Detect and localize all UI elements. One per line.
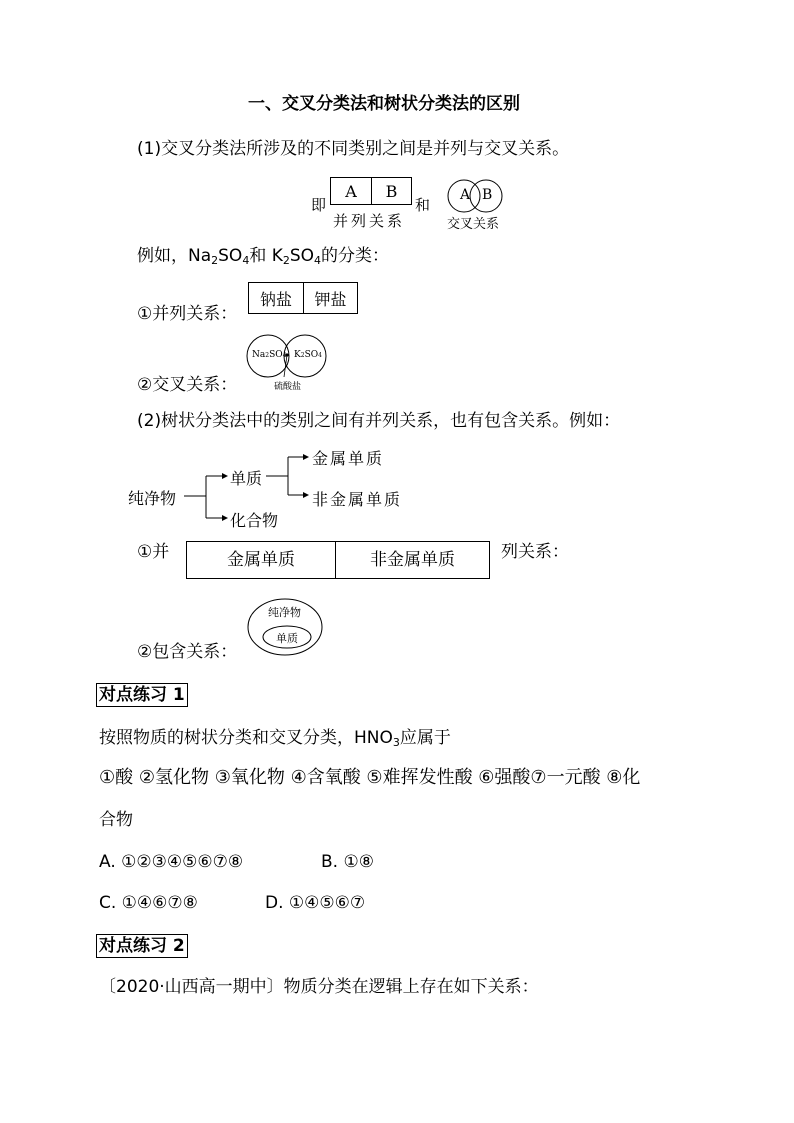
cross-left-formula: Na2SO4 (252, 350, 287, 360)
parallel2-suffix: 列关系： (501, 542, 569, 562)
parallel2-table (186, 541, 490, 579)
parallel-caption: 并列关系 (333, 212, 406, 230)
tree-branch-compound: 化合物 (230, 511, 279, 530)
exercise1-heading: 对点练习 1 (96, 683, 188, 707)
option-a[interactable]: A. ①②③④⑤⑥⑦⑧ (99, 852, 244, 872)
exercise1-question: 按照物质的树状分类和交叉分类，$HNO_3$应属于 (99, 728, 451, 749)
part1-intro: (1)交叉分类法所涉及的不同类别之间是并列与交叉关系。 (137, 139, 570, 159)
cross-label: ②交叉关系： (137, 375, 238, 395)
parallel-cell-sodium: 钠盐 (259, 289, 292, 309)
parallel2-cell-nonmetal: 非金属单质 (335, 542, 489, 578)
box-b: B (371, 178, 411, 204)
diagram-prefix: 即 (311, 196, 327, 214)
cross-right-formula: K2SO4 (294, 350, 322, 360)
tree-leaf-nonmetal: 非金属单质 (312, 490, 403, 509)
exercise2-question: 〔2020·山西高一期中〕物质分类在逻辑上存在如下关系： (99, 977, 539, 997)
parallel-cell-potassium: 钾盐 (303, 283, 357, 313)
circle-b: B (482, 187, 493, 203)
parallel2-prefix: ①并 (137, 542, 170, 562)
section-title: 一、交叉分类法和树状分类法的区别 (248, 94, 520, 114)
parallel-diagram-boxes (330, 177, 412, 205)
parallel-salt-boxes (248, 282, 358, 314)
part2-intro: (2)树状分类法中的类别之间有并列关系，也有包含关系。例如： (137, 411, 621, 431)
diagram-joiner: 和 (415, 196, 431, 214)
tree-branch-simple: 单质 (230, 469, 263, 488)
exercise2-heading: 对点练习 2 (96, 934, 188, 958)
option-b[interactable]: B. ①⑧ (321, 852, 374, 872)
contain-outer: 纯净物 (268, 606, 301, 619)
circle-a: A (460, 187, 471, 203)
contain-inner: 单质 (276, 632, 298, 645)
example-line: 例如，$Na_2SO_4$和 $K_2SO_4$的分类： (137, 246, 390, 267)
cross-caption: 交叉关系 (447, 217, 500, 232)
parallel2-cell-metal: 金属单质 (227, 550, 295, 570)
tree-leaf-metal: 金属单质 (312, 449, 385, 468)
contain-label: ②包含关系： (137, 642, 238, 662)
option-d[interactable]: D. ①④⑤⑥⑦ (265, 893, 366, 913)
cross-diagram-circles (446, 178, 506, 214)
exercise1-items-line2: 合物 (99, 810, 133, 830)
box-a: A (345, 181, 357, 201)
cross-salt-caption: 硫酸盐 (274, 382, 302, 392)
tree-root: 纯净物 (128, 489, 177, 508)
exercise1-items-line1: ①酸 ②氢化物 ③氧化物 ④含氧酸 ⑤难挥发性酸 ⑥强酸⑦一元酸 ⑧化 (99, 767, 641, 788)
parallel-label: ①并列关系： (137, 304, 238, 324)
option-c[interactable]: C. ①④⑥⑦⑧ (99, 893, 198, 913)
tree-arrows (180, 448, 314, 528)
